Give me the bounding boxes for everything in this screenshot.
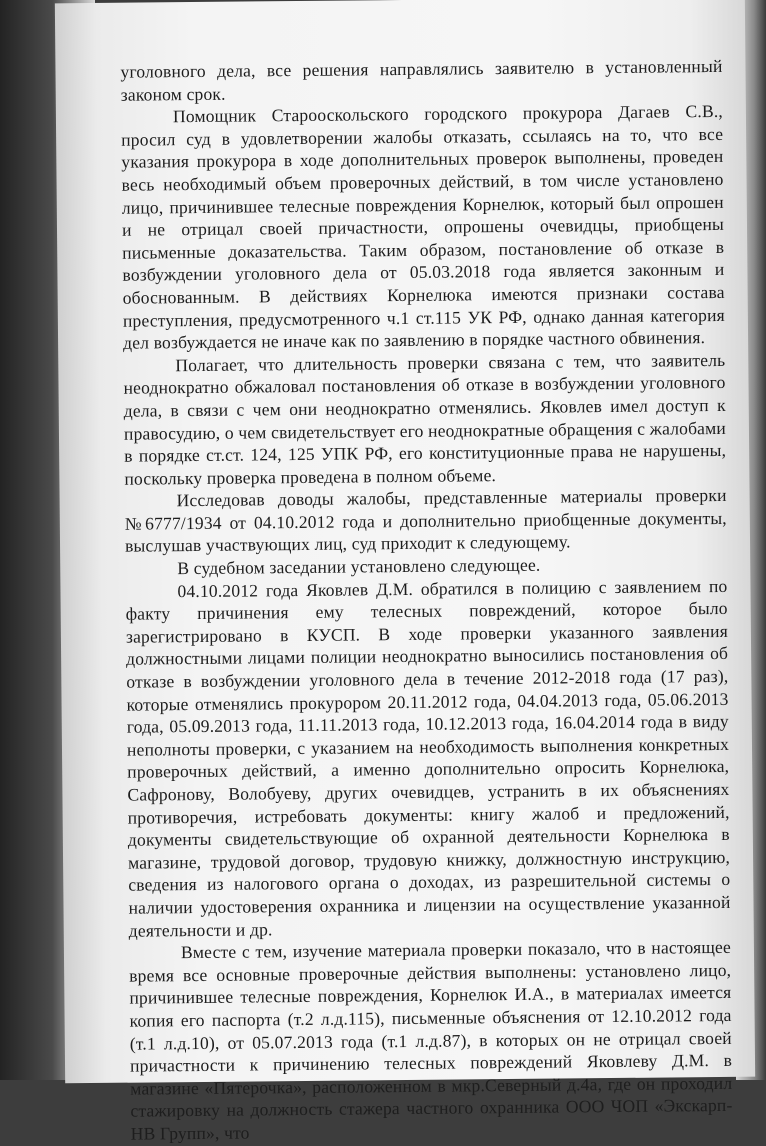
paragraph-continuation: уголовного дела, все решения направлялись заявителю в установленный законом срок. — [120, 55, 723, 105]
document-body — [120, 55, 732, 1145]
paragraph-court-review: Исследовав доводы жалобы, представленные материалы проверки №6777/1934 от 04.10.2012 года и дополнительно приобщенные документы, выслушав участвующих лиц, суд приходит к следующему. — [124, 485, 727, 557]
paragraph-facts: 04.10.2012 года Яковлев Д.М. обратился в полицию с заявлением по факту причинения ему телесных повреждений, которое было зарегистрировано в КУСП. В ходе проверки указанного заявления должностными лицами полиции неоднократно выносились постановления об отказе в возбуждении уголовного дела в течение 2012-2018 года (17 раз), которые отменялись прокурором 20.11.2012 года, 04.04.2013 года, 05.06.2013 года, 05.09.2013 года, 11.11.2013 года, 10.12.2013 года, 16.04.2014 года в виду неполноты проверки, с указанием на необходимость выполнения конкретных проверочных действий, а именно дополнительно опросить Корнелюка, Сафронову, Волобуеву, других очевидцев, устранить в их объяснениях противоречия, истребовать документы: книгу жалоб и предложений, документы свидетельствующие об охранной деятельности Корнелюка в магазине, трудовой договор, трудовую книжку, должностную инструкцию, сведения из налогового органа о доходах, из разрешительной системы о наличии удостоверения охранника и лицензии на осуществление указанной деятельности и др. — [125, 575, 731, 941]
paragraph-established-heading: В судебном заседании установлено следующее. — [177, 554, 541, 579]
paragraph-duration-argument: Полагает, что длительность проверки связана с тем, что заявитель неоднократно обжаловал постановления об отказе в возбуждении уголовного дела, в связи с чем они неоднократно отменялись. Яковлев имел доступ к правосудию, о чем свидетельствует его неоднократные обращения с жалобами в порядке ст.ст. 124, 125 УПК РФ, его конституционные права не нарушены, поскольку проверка проведена в полном объеме. — [123, 349, 727, 489]
document-page — [55, 0, 755, 1144]
paragraph-findings: Вместе с тем, изучение материала проверки показало, что в настоящее время все основные проверочные действия выполнены: установлено лицо, причинившее телесные повреждения, Корнелюк И.А., в материалах имеется копия его паспорта (т.2 л.д.115), письменные объяснения от 12.10.2012 года (т.1 л.д.10), от 05.07.2013 года (т.1 л.д.87), в которых он не отрицал своей причастности к причинению телесных повреждений Яковлеву Д.М. в магазине «Пятерочка», расположенном в мкр.Северный д.4а, где он проходил стажировку на должность стажера частного охранника ООО ЧОП «Экскарп-НВ Групп», что — [129, 937, 733, 1144]
paragraph-prosecutor-position: Помощник Старооскольского городского прокурора Дагаев С.В., просил суд в удовлетворении жалобы отказать, ссылаясь на то, что все указания прокурора в ходе дополнительных проверок выполнены, проведен весь необходимый объем проверочных действий, в том числе установлено лицо, причинившее телесные повреждения Корнелюк, который был опрошен и не отрицал своей причастности, опрошены очевидцы, приобщены письменные доказательства. Таким образом, постановление об отказе в возбуждении уголовного дела от 05.03.2018 года является законным и обоснованным. В действиях Корнелюка имеются признаки состава преступления, предусмотренного ч.1 ст.115 УК РФ, однако данная категория дел возбуждается не иначе как по заявлению в порядке частного обвинения. — [121, 101, 725, 353]
